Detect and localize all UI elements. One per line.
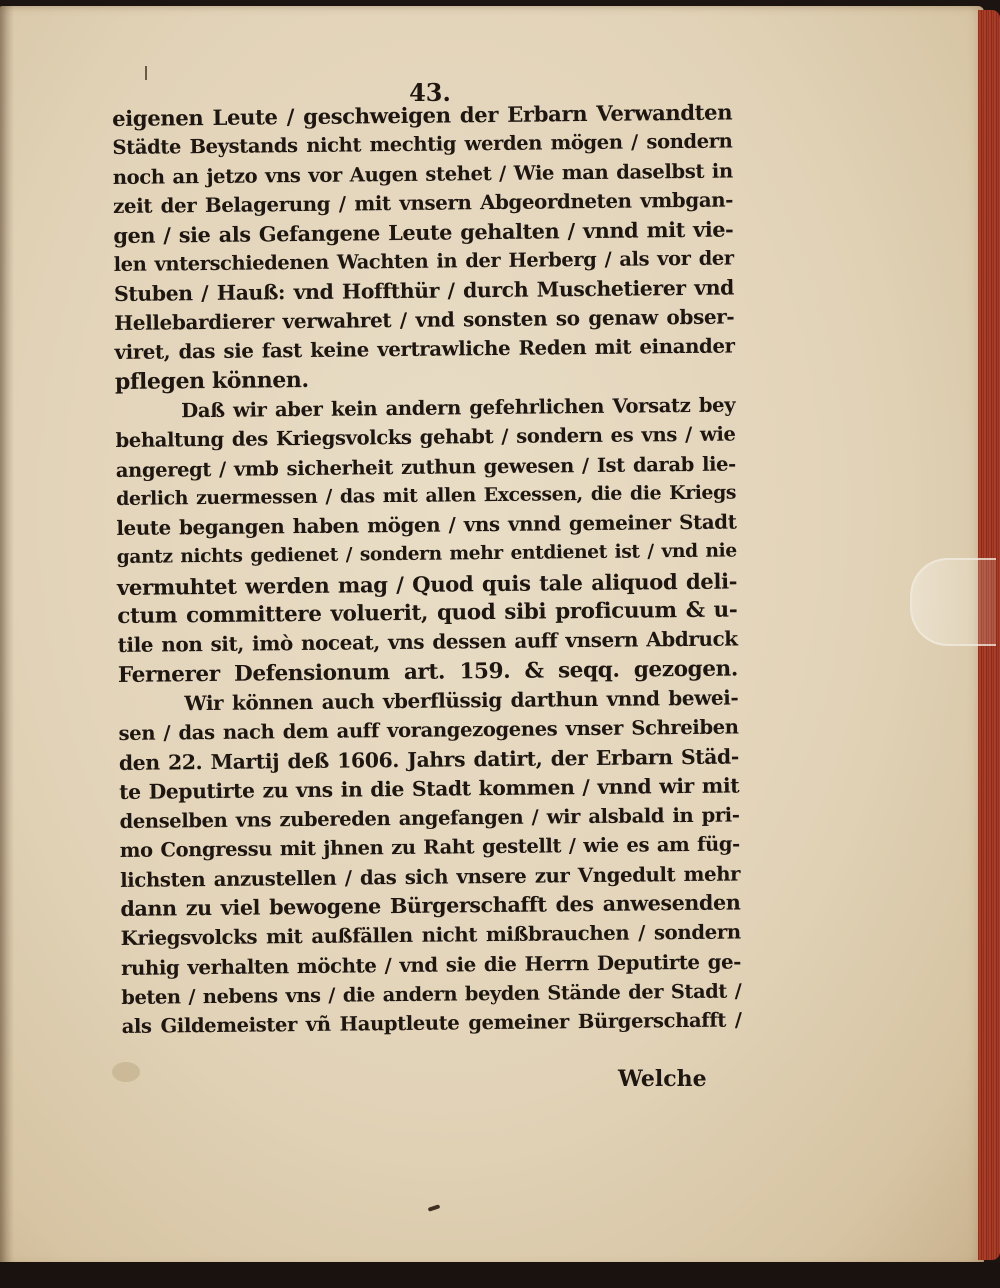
text-line: eigenen Leute / geschweigen der Erbarn Verwandten (112, 99, 733, 131)
text-line: lichsten anzustellen / das sich vnsere zur Vngedult mehr (119, 861, 741, 892)
binding-gutter (0, 6, 14, 1266)
text-line: tile non sit, imò noceat, vns dessen auff vnsern Abdruck (117, 626, 738, 658)
body-text (112, 98, 742, 1042)
text-line: denselben vns zubereden angefangen / wir alsbald in pri- (119, 803, 740, 834)
text-line: Stuben / Hauß: vnd Hoffthür / durch Muschetierer vnd (113, 275, 735, 306)
text-line: behaltung des Kriegsvolcks gehabt / sondern es vns / wie (115, 422, 736, 453)
text-line: mo Congressu mit jhnen zu Raht gestellt / wie es am füg- (119, 832, 740, 863)
text-line: Daß wir aber kein andern gefehrlichen Vorsatz bey (181, 393, 736, 423)
catchword: Welche (618, 1066, 707, 1092)
text-line: Städte Beystands nicht mechtig werden mögen / sondern (112, 129, 733, 160)
scan-bottom-border (0, 1262, 1000, 1288)
text-line: Kriegsvolcks mit außfällen nicht mißbrauchen / sondern (120, 919, 741, 951)
text-line: dann zu viel bewogene Bürgerschafft des anwesenden (120, 890, 741, 921)
text-line: len vnterschiedenen Wachten in der Herberg / als vor der (113, 246, 734, 277)
text-line: ruhig verhalten möchte / vnd sie die Herrn Deputirte ge- (120, 949, 742, 980)
page-number: 43. (409, 78, 451, 107)
text-line: te Deputirte zu vns in die Stadt kommen / vnnd wir mit (119, 773, 740, 804)
text-line: sen / das nach dem auff vorangezogenes vnser Schreiben (118, 715, 739, 746)
text-line: viret, das sie fast keine vertrawliche Reden mit einander (114, 333, 735, 365)
text-line: leute begangen haben mögen / vns vnnd gemeiner Stadt (116, 509, 737, 541)
paper-stain (112, 1062, 140, 1082)
text-line: als Gildemeister vñ Hauptleute gemeiner Bürgerschafft / (121, 1008, 742, 1039)
margin-mark (145, 66, 147, 80)
text-line: den 22. Martij deß 1606. Jahrs datirt, der Erbarn Städ- (118, 744, 739, 775)
page-tab-marker (910, 558, 996, 646)
text-line: Hellebardierer verwahret / vnd sonsten so genaw obser- (114, 304, 735, 336)
text-line: vermuhtet werden mag / Quod quis tale aliquod deli- (116, 568, 738, 600)
text-line: angeregt / vmb sicherheit zuthun gewesen / Ist darab lie- (115, 452, 736, 482)
text-line: noch an jetzo vns vor Augen stehet / Wie man daselbst in (112, 159, 733, 189)
text-line: zeit der Belagerung / mit vnsern Abgeordneten vmbgan- (112, 187, 734, 218)
text-line: Fernerer Defensionum art. 159. & seqq. gezogen. (117, 656, 739, 688)
text-line: gantz nichts gedienet / sondern mehr entdienet ist / vnd nie (116, 539, 737, 569)
text-line: Wir können auch vberflüssig darthun vnnd bewei- (184, 685, 739, 716)
text-line: gen / sie als Gefangene Leute gehalten / vnnd mit vie- (113, 216, 734, 249)
text-line: pflegen können. (114, 366, 309, 395)
text-line: derlich zuermessen / das mit allen Excessen, die die Kriegs (116, 481, 737, 510)
text-line: ctum committere voluerit, quod sibi proficuum & u- (117, 597, 738, 630)
text-line: beten / nebens vns / die andern beyden Stände der Stadt / (121, 979, 742, 1009)
